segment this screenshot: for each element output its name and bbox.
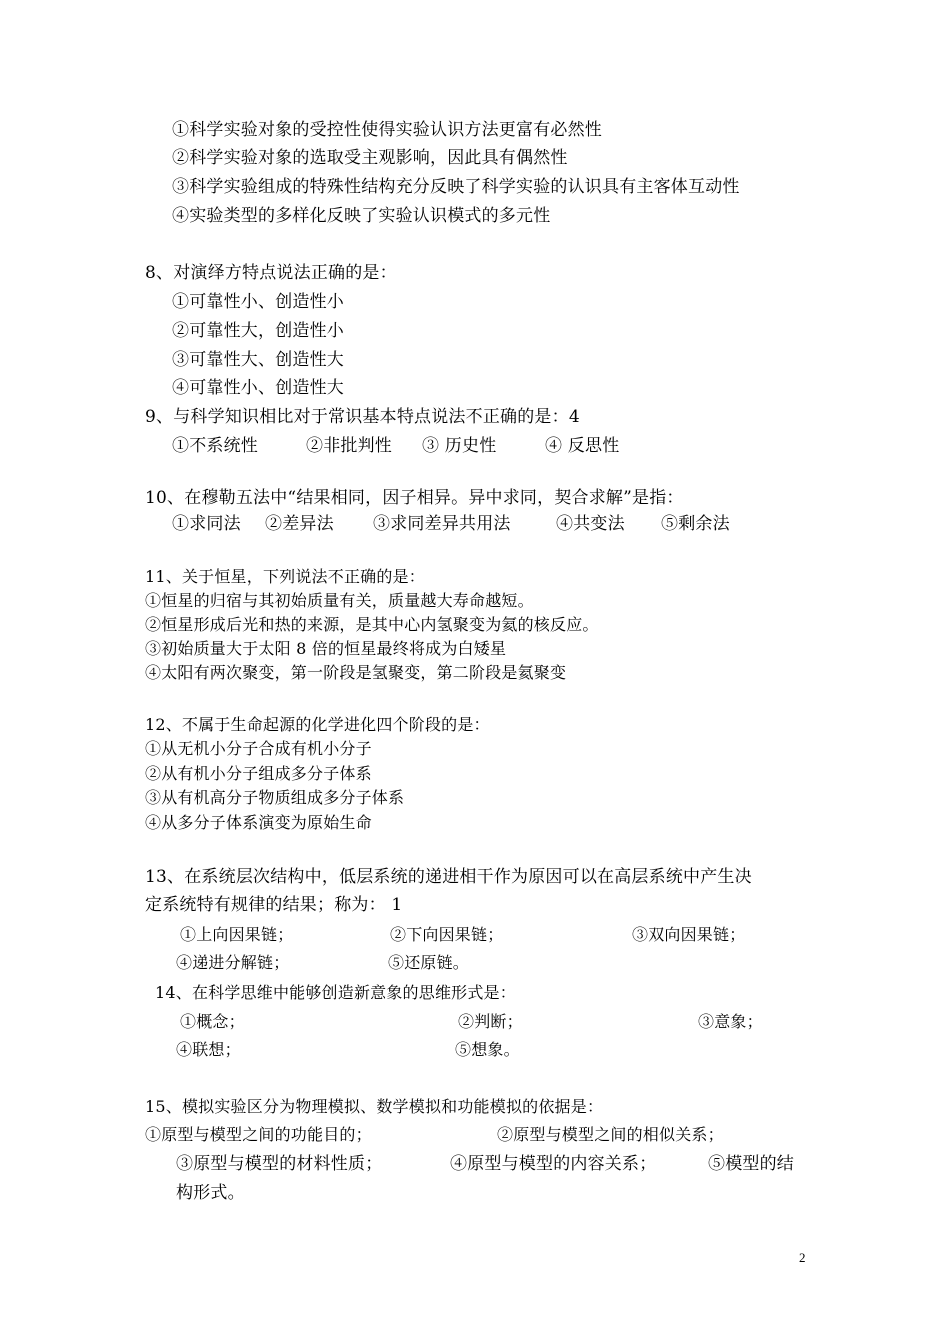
page-number: 2: [799, 1250, 806, 1265]
q11-option-4: ④太阳有两次聚变，第一阶段是氢聚变，第二阶段是氦聚变: [145, 663, 567, 682]
q10-option-2: ②差异法: [265, 514, 334, 534]
q13-option-2: ②下向因果链；: [390, 925, 504, 944]
q14-option-1: ①概念；: [180, 1012, 245, 1031]
q9-option-1: ①不系统性: [172, 436, 258, 456]
q14-option-5: ⑤想象。: [455, 1040, 520, 1059]
q14-option-2: ②判断；: [458, 1012, 523, 1031]
q15-option-1: ①原型与模型之间的功能目的；: [145, 1125, 372, 1144]
q14-option-3: ③意象；: [698, 1012, 763, 1031]
q8-option-3: ③可靠性大、创造性大: [172, 350, 344, 370]
q10-option-4: ④共变法: [556, 514, 625, 534]
q14-option-4: ④联想；: [176, 1040, 241, 1059]
q12-option-3: ③从有机高分子物质组成多分子体系: [145, 788, 405, 807]
q15-option-5: ⑤模型的结: [708, 1154, 794, 1174]
q8-stem: 8、对演绎方特点说法正确的是：: [145, 263, 397, 283]
q13-option-5: ⑤还原链。: [388, 953, 470, 972]
q10-option-3: ③求同差异共用法: [373, 514, 511, 534]
q10-stem: 10、在穆勒五法中“结果相同，因子相异。异中求同，契合求解”是指：: [145, 488, 684, 508]
q8-option-4: ④可靠性小、创造性大: [172, 378, 344, 398]
q11-stem: 11、关于恒星，下列说法不正确的是：: [145, 567, 425, 586]
q8-option-2: ②可靠性大，创造性小: [172, 321, 344, 341]
q15-option-2: ②原型与模型之间的相似关系；: [497, 1125, 724, 1144]
q13-option-1: ①上向因果链；: [180, 925, 294, 944]
q15-option-5-continued: 构形式。: [176, 1183, 245, 1203]
q7-option-3: ③科学实验组成的特殊性结构充分反映了科学实验的认识具有主客体互动性: [172, 177, 740, 197]
q13-option-4: ④递进分解链；: [176, 953, 290, 972]
q9-option-2: ②非批判性: [306, 436, 392, 456]
q12-stem: 12、不属于生命起源的化学进化四个阶段的是：: [145, 715, 490, 734]
q13-stem-line-2: 定系统特有规律的结果；称为： 1: [145, 895, 403, 915]
q15-option-4: ④原型与模型的内容关系；: [450, 1154, 657, 1174]
q11-option-2: ②恒星形成后光和热的来源，是其中心内氢聚变为氦的核反应。: [145, 615, 599, 634]
q9-option-3: ③ 历史性: [422, 436, 497, 456]
q8-option-1: ①可靠性小、创造性小: [172, 292, 344, 312]
q13-stem-line-1: 13、在系统层次结构中，低层系统的递进相干作为原因可以在高层系统中产生决: [145, 867, 752, 887]
q9-stem: 9、与科学知识相比对于常识基本特点说法不正确的是：4: [145, 407, 580, 427]
q9-option-4: ④ 反思性: [545, 436, 620, 456]
q12-option-4: ④从多分子体系演变为原始生命: [145, 813, 372, 832]
q7-option-1: ①科学实验对象的受控性使得实验认识方法更富有必然性: [172, 120, 602, 140]
q14-stem: 14、在科学思维中能够创造新意象的思维形式是：: [155, 983, 516, 1002]
q12-option-1: ①从无机小分子合成有机小分子: [145, 739, 372, 758]
q11-option-1: ①恒星的归宿与其初始质量有关，质量越大寿命越短。: [145, 591, 534, 610]
q15-stem: 15、模拟实验区分为物理模拟、数学模拟和功能模拟的依据是：: [145, 1097, 604, 1116]
q7-option-4: ④实验类型的多样化反映了实验认识模式的多元性: [172, 206, 551, 226]
q15-option-3: ③原型与模型的材料性质；: [176, 1154, 383, 1174]
q7-option-2: ②科学实验对象的选取受主观影响，因此具有偶然性: [172, 148, 568, 168]
q10-option-1: ①求同法: [172, 514, 241, 534]
q12-option-2: ②从有机小分子组成多分子体系: [145, 764, 372, 783]
q13-option-3: ③双向因果链；: [632, 925, 746, 944]
q11-option-3: ③初始质量大于太阳 8 倍的恒星最终将成为白矮星: [145, 639, 507, 658]
q10-option-5: ⑤剩余法: [661, 514, 730, 534]
